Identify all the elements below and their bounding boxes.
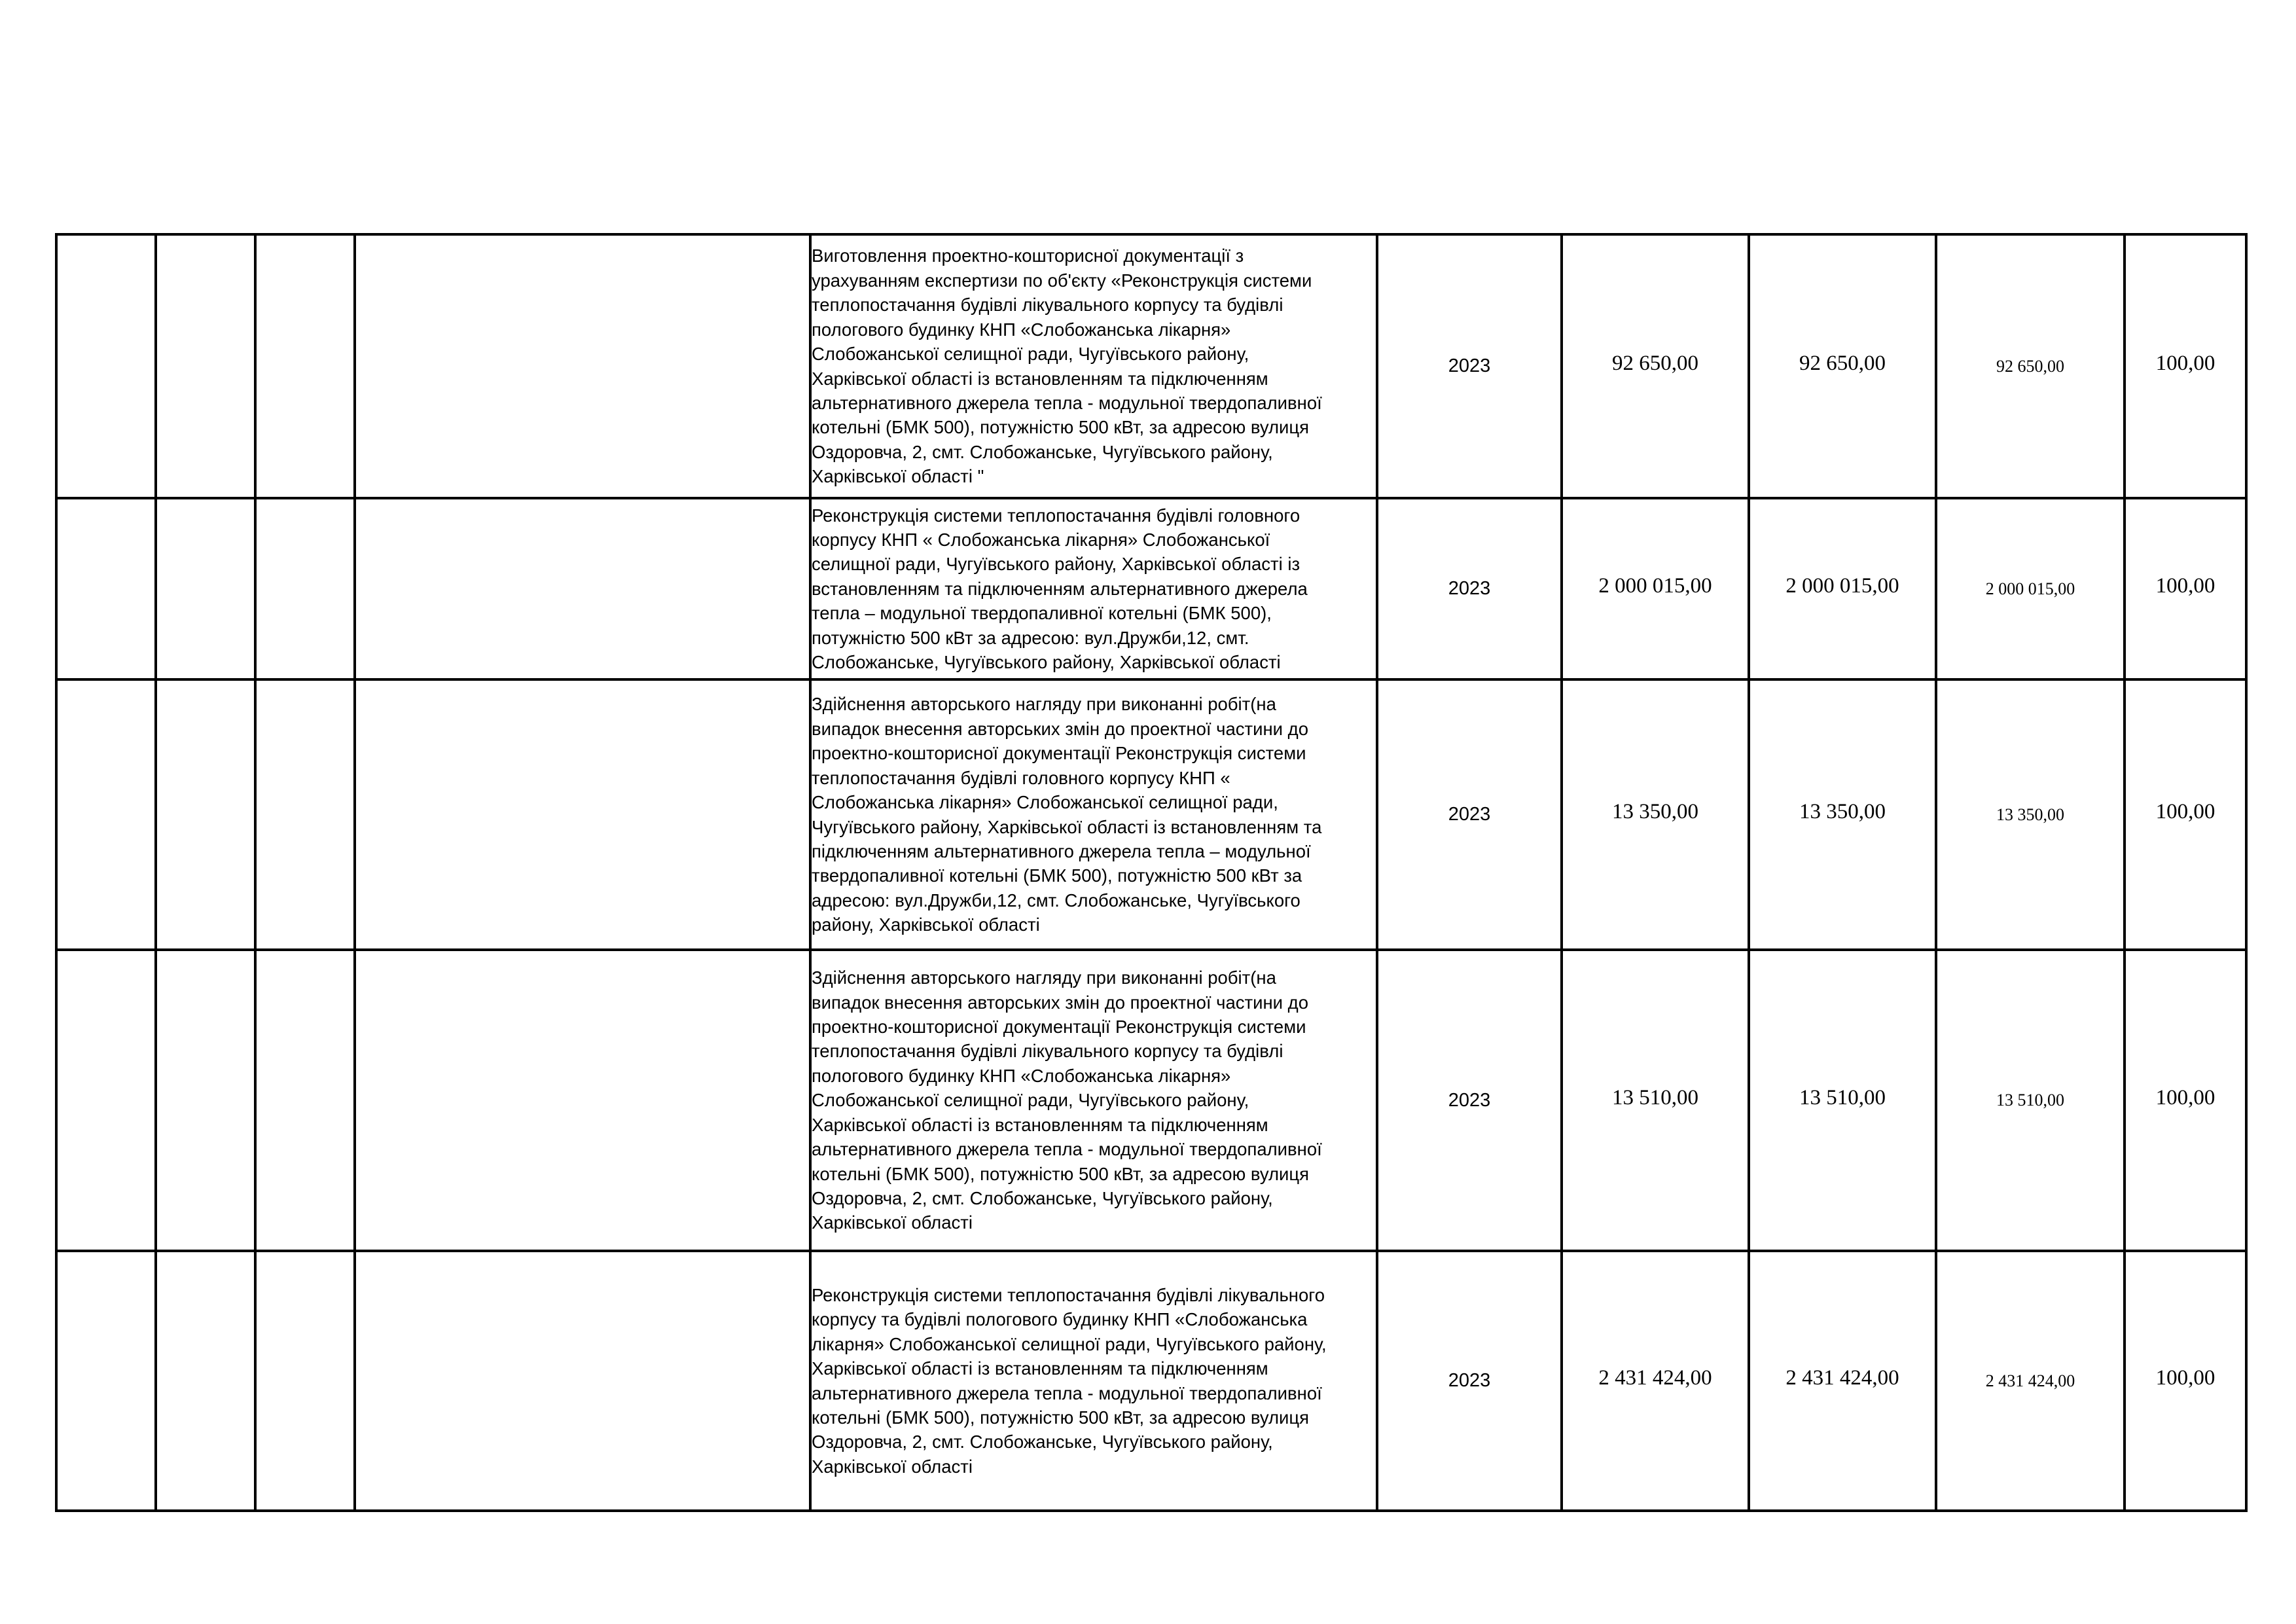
amount-cell bbox=[1936, 1251, 2125, 1511]
year-cell: 2023 bbox=[1377, 679, 1562, 950]
amount-value: 13 510,00 bbox=[1799, 1085, 1886, 1110]
empty-cell bbox=[255, 950, 355, 1251]
percent-value: 100,00 bbox=[2155, 352, 2215, 375]
amount-cell bbox=[1562, 950, 1749, 1251]
empty-cell bbox=[156, 234, 255, 498]
empty-cell bbox=[255, 679, 355, 950]
table-row bbox=[56, 950, 2246, 1251]
year-cell: 2023 bbox=[1377, 234, 1562, 498]
empty-cell bbox=[56, 1251, 156, 1511]
percent-cell bbox=[2125, 1251, 2246, 1511]
amount-value: 2 431 424,00 bbox=[1785, 1366, 1899, 1390]
amount-cell bbox=[1936, 498, 2125, 679]
amount-value: 13 510,00 bbox=[1612, 1085, 1698, 1110]
amount-value: 13 510,00 bbox=[1996, 1091, 2064, 1110]
description-cell: Здійснення авторського нагляду при виконанні робіт(на випадок внесення авторських змін до проектної частини до проектно-кошторисної документації Реконструкція системи теплопостачання будівлі лікувального корпусу та будівлі пологового будинку КНП «Слобожанська лікарня» Слобожанської селищної ради, Чугуївського району, Харківської області із встановленням та підключенням альтернативного джерела тепла - модульної твердопаливної котельні (БМК 500), потужністю 500 кВт, за адресою вулиця Оздоровча, 2, смт. Слобожанське, Чугуївського району, Харківської області bbox=[810, 950, 1377, 1251]
empty-cell bbox=[56, 950, 156, 1251]
percent-cell bbox=[2125, 498, 2246, 679]
description-cell: Реконструкція системи теплопостачання будівлі лікувального корпусу та будівлі пологового будинку КНП «Слобожанська лікарня» Слобожанської селищної ради, Чугуївського району, Харківської області із встановленням та підключенням альтернативного джерела тепла - модульної твердопаливної котельні (БМК 500), потужністю 500 кВт, за адресою вулиця Оздоровча, 2, смт. Слобожанське, Чугуївського району, Харківської області bbox=[810, 1251, 1377, 1511]
description-cell: Здійснення авторського нагляду при виконанні робіт(на випадок внесення авторських змін до проектної частини до проектно-кошторисної документації Реконструкція системи теплопостачання будівлі головного корпусу КНП « Слобожанська лікарня» Слобожанської селищної ради, Чугуївського району, Харківської області із встановленням та підключенням альтернативного джерела тепла – модульної твердопаливної котельні (БМК 500), потужністю 500 кВт за адресою: вул.Дружби,12, смт. Слобожанське, Чугуївського району, Харківської області bbox=[810, 679, 1377, 950]
amount-cell bbox=[1562, 1251, 1749, 1511]
empty-cell bbox=[255, 234, 355, 498]
percent-cell bbox=[2125, 679, 2246, 950]
amount-value: 2 000 015,00 bbox=[1785, 574, 1899, 598]
percent-value: 100,00 bbox=[2155, 1085, 2215, 1110]
percent-value: 100,00 bbox=[2155, 1366, 2215, 1390]
amount-cell bbox=[1936, 234, 2125, 498]
amount-value: 2 431 424,00 bbox=[1985, 1371, 2075, 1390]
empty-cell bbox=[255, 498, 355, 679]
amount-cell bbox=[1562, 679, 1749, 950]
amount-value: 13 350,00 bbox=[1612, 800, 1698, 823]
description-cell: Реконструкція системи теплопостачання будівлі головного корпусу КНП « Слобожанська лікарня» Слобожанської селищної ради, Чугуївського району, Харківської області із встановленням та підключенням альтернативного джерела тепла – модульної твердопаливної котельні (БМК 500), потужністю 500 кВт за адресою: вул.Дружби,12, смт. Слобожанське, Чугуївського району, Харківської області bbox=[810, 498, 1377, 679]
empty-cell bbox=[355, 234, 810, 498]
table-row bbox=[56, 234, 2246, 498]
amount-cell bbox=[1936, 950, 2125, 1251]
empty-cell bbox=[156, 498, 255, 679]
amount-value: 92 650,00 bbox=[1799, 352, 1886, 375]
percent-cell bbox=[2125, 950, 2246, 1251]
empty-cell bbox=[56, 498, 156, 679]
amount-cell bbox=[1749, 234, 1936, 498]
description-cell: Виготовлення проектно-кошторисної документації з урахуванням експертизи по об'єкту «Реконструкція системи теплопостачання будівлі лікувального корпусу та будівлі пологового будинку КНП «Слобожанська лікарня» Слобожанської селищної ради, Чугуївського району, Харківської області із встановленням та підключенням альтернативного джерела тепла - модульної твердопаливної котельні (БМК 500), потужністю 500 кВт, за адресою вулиця Оздоровча, 2, смт. Слобожанське, Чугуївського району, Харківської області " bbox=[810, 234, 1377, 498]
empty-cell bbox=[355, 498, 810, 679]
percent-cell bbox=[2125, 234, 2246, 498]
amount-value: 92 650,00 bbox=[1996, 356, 2064, 376]
amount-value: 92 650,00 bbox=[1612, 352, 1698, 375]
empty-cell bbox=[355, 679, 810, 950]
budget-table bbox=[55, 233, 2248, 1512]
amount-value: 2 431 424,00 bbox=[1598, 1366, 1712, 1390]
empty-cell bbox=[156, 679, 255, 950]
amount-cell bbox=[1562, 234, 1749, 498]
amount-value: 2 000 015,00 bbox=[1598, 574, 1712, 598]
empty-cell bbox=[355, 950, 810, 1251]
amount-value: 13 350,00 bbox=[1799, 800, 1886, 823]
percent-value: 100,00 bbox=[2155, 800, 2215, 823]
amount-value: 13 350,00 bbox=[1996, 804, 2064, 824]
amount-cell bbox=[1749, 950, 1936, 1251]
table-row bbox=[56, 1251, 2246, 1511]
year-cell: 2023 bbox=[1377, 1251, 1562, 1511]
table-row bbox=[56, 679, 2246, 950]
amount-cell bbox=[1749, 1251, 1936, 1511]
empty-cell bbox=[156, 1251, 255, 1511]
year-cell: 2023 bbox=[1377, 498, 1562, 679]
empty-cell bbox=[56, 234, 156, 498]
amount-cell bbox=[1749, 498, 1936, 679]
empty-cell bbox=[255, 1251, 355, 1511]
amount-cell bbox=[1562, 498, 1749, 679]
empty-cell bbox=[355, 1251, 810, 1511]
amount-cell bbox=[1936, 679, 2125, 950]
table-row bbox=[56, 498, 2246, 679]
amount-cell bbox=[1749, 679, 1936, 950]
percent-value: 100,00 bbox=[2155, 574, 2215, 598]
year-cell: 2023 bbox=[1377, 950, 1562, 1251]
empty-cell bbox=[156, 950, 255, 1251]
amount-value: 2 000 015,00 bbox=[1985, 579, 2075, 598]
empty-cell bbox=[56, 679, 156, 950]
